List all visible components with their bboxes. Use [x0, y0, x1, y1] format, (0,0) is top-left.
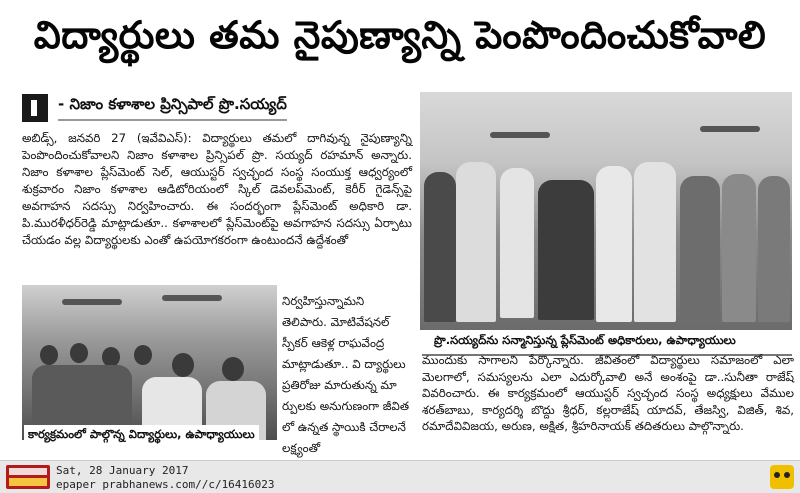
audience-photo-caption: కార్యక్రమంలో పాల్గొన్న విద్యార్థులు, ఉపాధ్యాయులు: [24, 425, 259, 446]
felicitation-photo: [420, 92, 792, 330]
article-headline: విద్యార్థులు తమ నైపుణ్యాన్ని పెంపొందించుకోవాలి: [33, 13, 767, 57]
ceiling-fan-icon: [62, 299, 122, 305]
audience-photo: [22, 285, 277, 440]
audience-head: [70, 343, 88, 363]
audience-head: [40, 345, 58, 365]
epaper-link[interactable]: epaper prabhanews.com//c/16416023: [56, 478, 275, 491]
body-paragraph-narrow: నిర్వహిస్తున్నామని తెలిపారు. మోటివేషనల్ స్పీకర్ ఆకెళ్ల రాఘవేంద్ర మాట్లాడుతూ.. వి ద్యార్థులు ప్రతిరోజు మారుతున్న మా ర్పులకు అనుగుణంగా జీవిత లో ఉన్నత స్థాయికి చేరాలనే లక్ష్యంతో: [282, 294, 409, 455]
audience-head: [102, 347, 120, 367]
audience-head: [172, 353, 194, 377]
audience-head: [222, 357, 244, 381]
edition-date: Sat, 28 January 2017: [56, 464, 189, 477]
ceiling-fan-icon: [162, 295, 222, 301]
felicitation-photo-caption: ప్రొ.సయ్యద్‌ను సన్మానిస్తున్న ప్లేస్‌మెంట్ అధికారులు, ఉపాధ్యాయులు: [422, 330, 792, 356]
seated-guest: [538, 180, 594, 320]
article-subhead: - నిజాం కళాశాల ప్రిన్సిపాల్ ప్రొ.సయ్యద్: [58, 95, 287, 121]
article-body-main: [22, 130, 412, 249]
prabha-news-logo[interactable]: [6, 465, 50, 489]
standing-person: [500, 168, 534, 318]
owl-icon[interactable]: [770, 465, 794, 489]
body-paragraph: అబిడ్స్, జనవరి 27 (ఇవేవిఎస్): విద్యార్థులు తమలో దాగివున్న నైపుణ్యాన్ని పెంపొందించుకోవాలని నిజాం కళాశాల ప్రిన్సిపల్ ప్రొ. సయ్యద్ రహమాన్ అన్నారు. నిజాం కళాశాల ప్లేస్‌మెంట్ సెల్, ఆయుస్టర్ స్వచ్ఛంద సంస్థ సంయుక్త ఆధ్వర్యంలో శుక్రవారం నిజాం కళాశాల ఆడిటోరియంలో స్కిల్ డెవలప్‌మెంట్, కెరీర్ గైడెన్స్‌పై అవగాహన సదస్సు నిర్వహించారు. ఈ సందర్భంగా ప్లేస్‌మెంట్ అధికారి డా. పి.మురళీధర్‌రెడ్డి మాట్లాడుతూ.. కళాశాలలో ప్లేస్‌మెంట్‌పై అవగాహన సదస్సు ఏర్పాటు చేయడం వల్ల విద్యార్థులకు ఎంతో ఉపయోగకరంగా ఉంటుందనే ఉద్దేశంతో: [22, 131, 412, 247]
bracket-marker-icon: [22, 94, 48, 122]
standing-person: [634, 162, 676, 322]
audience-head: [134, 345, 152, 365]
standing-person: [758, 176, 790, 322]
ceiling-fan-icon: [490, 132, 550, 138]
body-paragraph-right: ముందుకు సాగాలని పేర్కొన్నారు. జీవితంలో విద్యార్థులు సమాజంలో ఎలా మెలగాలో, సమస్యలను ఎలా ఎదుర్కోవాలి అనే అంశంపై డా..సునీతా రాజేష్ వివరించారు. ఈ కార్యక్రమంలో ఆయుస్టర్ స్వచ్ఛంద సంస్థ అధ్యక్షులు వేముల శరత్‌బాబు, కార్యదర్శి బొద్దు శ్రీధర్, కల్లరాజేష్ యాదవ్, తేజస్వి, విజిత్, శివ, రమాదేవివిజయ, అరుణ, అక్షిత, శ్రీహరినాయక్ తదితరులు పాల్గొన్నారు.: [422, 353, 794, 433]
standing-person: [722, 174, 756, 322]
subhead-bar: [22, 94, 402, 122]
ceiling-fan-icon: [700, 126, 760, 132]
article-body-right: [422, 352, 794, 435]
standing-person: [680, 176, 720, 322]
standing-person: [424, 172, 456, 322]
article-body-narrow: [282, 291, 410, 459]
standing-person: [456, 162, 496, 322]
standing-person: [596, 166, 632, 322]
epaper-footer: [0, 460, 800, 493]
